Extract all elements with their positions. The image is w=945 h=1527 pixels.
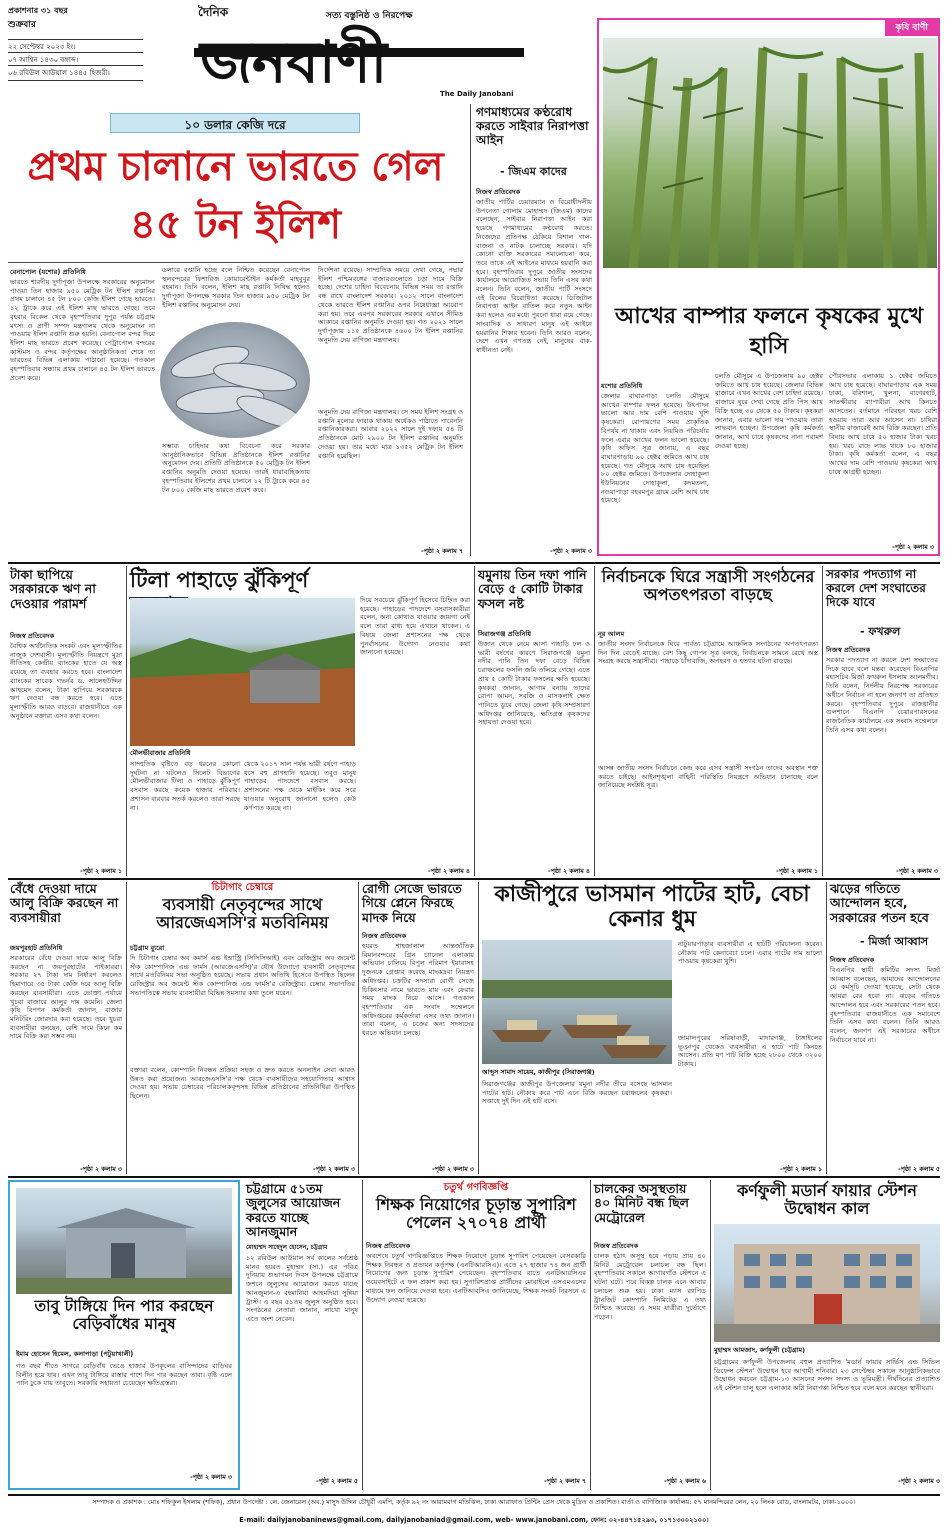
cyber-body: জাতীয় পার্টির চেয়ারম্যান ও বিরোধীদলীয় উপনেতা গোলাম মোহাম্মদ (জিএম) কাদের বলেছেন, সাইবার নিরাপত্তা আইন করা হয়েছে গণমাধ্যমের কণ্ঠরোধ করতে। নিজেদের প্রতিপক্ষ ঠেকিয়ে বিশাল গাল-বাজনা ও নাটক চালাচ্ছে সরকার। যদি কোনো ব্যক্তি সরকারের সমালোচনা করে, তবে তাকে এই আইনের মাধ্যমে হয়রানি করা হবে। বৃহস্পতিবার দুপুরে জাতীয় সংসদের কার্যালয়ে আয়োজিত সভায় তিনি এসব কথা বলেন। তিনি বলেন, জাতীয় পার্টি সংসদে এই বিলের বিরোধিতা করেছে। ডিজিটাল নিরাপত্তা আইন বাতিল করে নতুন আইন করা হলেও এর মধ্যে পুরনো ধারা রয়ে গেছে। সাংবাদিক ও সাধারণ মানুষ এই আইনে হয়রানির শিকার হবেন। তিনি আরও বলেন, দেশে এখন গণতন্ত্র নেই, মানুষের বাক-স্বাধীনতা নেই। (476, 198, 592, 354)
tent-continuation: -পৃষ্ঠা ২ কলাম ৩ (189, 1474, 232, 1481)
tagline: সত্য বস্তুনিষ্ঠ ও নিরপেক্ষ (326, 11, 413, 21)
krishi-bani-box (597, 18, 940, 556)
rjsc-continuation: -পৃষ্ঠা ২ কলাম ৩ (312, 1166, 355, 1173)
sugarcane-illustration (603, 38, 937, 268)
julus-byline: মোহাম্মদ সাহেদুল হোসেন, চট্টগ্রাম (246, 1244, 328, 1251)
teacher-kicker: চতুর্থ গণবিজ্ঞপ্তি (443, 1182, 509, 1193)
credit-continuation: -পৃষ্ঠা ২ কলাম ১ (80, 868, 122, 875)
day: শুক্রবার (8, 20, 36, 30)
lead-col-3: নির্দেশনা রয়েছে। সাম্প্রতিক সময়ে দেখা গেছে, পদ্মার ইলিশ পশ্চিমবঙ্গের বাজারগুলোতে চড়া দামে বিক্রি হচ্ছে। দেশের চাহিদা বিবেচনায় বিভিন্ন সময় তা রপ্তানি বন্ধ রাখে বাংলাদেশ সরকার। ২০১২ সালে বাংলাদেশ থেকে ভারতে ইলিশ রপ্তানির ওপর নিষেধাজ্ঞা আরোপ করা হয়। তবে এরপর সরকারের সরকার এখানে সীমিত আকারে রপ্তানির অনুমতি দেওয়া হয়। গত ২০২১ সালে দুর্গাপূজায় ১১৫ প্রতিষ্ঠানকে ৪৬০০ টন ইলিশ রপ্তানির অনুমতি দেয় বাণিজ্য মন্ত্রণালয়। (318, 266, 463, 344)
election-body-1: জাতীয় সংসদ নির্বাচনকে ঘিরে পার্বত্য চট্টগ্রামে আঞ্চলিক সংগঠনের অপতৎপরতা দিন দিন বেড়েই যাচ্ছে। বেশ কিছু গোপন সূত্র বলছে, নির্বাচনকে সামনে রেখে অস্ত্র সংগ্রহ করছে সন্ত্রাসীরা। পাহাড়ে চাঁদাবাজি, অপহরণ ও হত্যার ঘটনা বাড়ছে। (598, 640, 818, 666)
potato-byline: জয়পুরহাট প্রতিনিধি (10, 944, 63, 952)
julus-body: ১২ রবিউল আউয়াল সর্ব কালের সর্বশ্রেষ্ঠ মানব হযরত মুহাম্মদ (সা.) এর পবিত্র দুনিয়ায় শুভাগমন দিবস উপলক্ষে চট্টগ্রামে জশনে জুলুসের আয়োজন করতে যাচ্ছে আনজুমান-এ রহমানিয়া আহমদিয়া সুন্নিয়া ট্রাস্ট। এ বছর ৫১তম জুলুস অনুষ্ঠিত হবে। সংগঠনের নেতারা জানান, লাখো মানুষ এতে অংশ নেবেন। (246, 1254, 358, 1323)
rjsc-body-2: বক্তারা বলেন, কোম্পানি নিবন্ধন প্রক্রিয়া সহজ ও দ্রুত করতে অনলাইন সেবা আরও উন্নত করা প্রয়োজন। আরজেএসসি'র পক্ষ থেকে ব্যবসায়ীদের সহযোগিতার আশ্বাস দেওয়া হয়। সভায় চেম্বারের পরিচালকবৃন্দসহ বিভিন্ন প্রতিষ্ঠানের প্রতিনিধিরা উপস্থিত ছিলেন। (130, 1066, 355, 1101)
rjsc-kicker: চিটাগাং চেম্বারে (211, 882, 274, 893)
fakhrul-continuation: -পৃষ্ঠা ২ কলাম ৩ (895, 868, 938, 875)
abbas-quote: - মির্জা আব্বাস (860, 935, 929, 948)
potato-body: সরকারের বেঁধে দেওয়া দামে আলু বিক্রি করছেন না জয়পুরহাটের পাইকাররা। সরকার ২৭ টাকা দাম নির্ধারণ করলেও হিমাগারে ৩৫ টাকা কেজি দরে আলু বিক্রি করছেন ব্যবসায়ীরা। এতে ভোক্তা পর্যায়ে খুচরা বাজারে আলুর দাম কমেনি। জেলা কৃষি বিপণন কর্মকর্তা জানান, বাজার মনিটরিং জোরদার করা হয়েছে। তবে খুচরা ব্যবসায়ীরা বলছেন, বেশি দামে কিনে কম দামে বিক্রি করা সম্ভব নয়। (10, 954, 122, 1041)
sugarcane-photo (603, 38, 937, 268)
julus-headline: চট্টগ্রামে ৫১তম জুলুসের আয়োজন করতে যাচ্ছে আনজুমান (246, 1181, 341, 1240)
jute-caption: আব্দুস সামাদ সায়েম, কাজীপুর (সিরাজগঞ্জ) (482, 1068, 595, 1076)
krishi-col-1: জেলার বাঘারপাড়া চলতি মৌসুমে আখের বাম্পার ফলন হয়েছে। উৎপাদন ভালো আর দাম বেশি পাওয়ায় খুশি কৃষকেরা। রোপায়ণের সময় প্রাকৃতিক বিপর্যয় না থাকায় এবং নিয়মিত পরিচর্যার ফলে এবার আখের ফলন ভালো হয়েছে। কৃষি অফিস সূত্র জানায়, এ বছর বাঘারপাড়ায় ৯০ হেক্টর জমিতে আখ চাষ হয়েছে। গত মৌসুমে আখ চাষ হয়েছিল ৮০ হেক্টর জমিতে। উপজেলার দোহাকুলা ইউনিয়নের দোহাকুলা, কদমতলা, নওয়াপাড়া বহরমপুর গ্রামে বেশি আখ চাষ হয়েছে। (601, 392, 709, 505)
lead-continuation: -পৃষ্ঠা ২ কলাম ৭ (420, 548, 463, 555)
rjsc-byline: চট্টগ্রাম ব্যুরো (130, 944, 165, 952)
rjsc-headline: ব্যবসায়ী নেতৃবৃন্দের সাথে আরজেএসসি'র মতবিনিময় (156, 895, 329, 933)
julus-continuation: -পৃষ্ঠা ২ কলাম ৫ (316, 1478, 358, 1485)
tila-photo (130, 598, 355, 746)
tin-shed-illustration (16, 1188, 232, 1294)
logo (194, 22, 524, 86)
tila-body-2: থেকে ২০১৭ সাল পর্যন্ত ভারী বর্ষণে পাহাড় ধসে বহু প্রাণহানি হয়েছে। তবুও মানুষ পাহাড়ের পাদদেশে বসবাস করছে। প্রশাসনের পক্ষ থেকে মাইকিং করে সরে যাওয়ার অনুরোধ জানানো হলেও কেউ কর্ণপাত করছে না। (244, 760, 356, 812)
masthead (8, 4, 594, 104)
fire-headline: কর্ণফুলী মডার্ন ফায়ার স্টেশন উদ্বোধন কাল (737, 1181, 917, 1219)
tila-body-3: দিয়ে সবচেয়ে ঝুঁকিপূর্ণ হিসেবে চিহ্নিত করা হয়েছে। পাহাড়ের পাদদেশে বসবাসকারীরা বলেন, অন্য কোথাও যাওয়ার জায়গা নেই বলে তারা বাধ্য হয়ে এখানে থাকেন। এ বিষয়ে জেলা প্রশাসনের পক্ষ থেকে পুনর্বাসনের উদ্যোগ নেওয়ার কথা জানানো হয়েছে। (360, 596, 470, 657)
fakhrul-quote: - ফখরুল (860, 625, 901, 638)
election-byline: নূর আলম (598, 630, 625, 638)
credit-body: বৈশ্বিক অর্থনৈতিক সংকট এবং মূল্যস্ফীতির নাজুক দেশবাসী। মূল্যস্ফীতি নিয়ন্ত্রণে মুদ্রা নীতিসহ কেন্দ্রীয় ব্যাংকের হাতে যে অস্ত্র রয়েছে তা ব্যবহার করতে হবে। বাংলাদেশ ব্যাংকের সাবেক গভর্নর ড. সালেহউদ্দিন আহমেদ বলেন, টাকা ছাপিয়ে সরকারকে ঋণ দেওয়া বন্ধ করতে হবে। এতে মূল্যস্ফীতি আরও বাড়বে। রাজধানীতে এক অনুষ্ঠানে বক্তারা এসব কথা বলেন। (10, 642, 122, 720)
date-line-1: ২২ সেপ্টেম্বর ২০২৩ ইং। (8, 39, 143, 53)
teacher-byline: নিজস্ব প্রতিবেদক (366, 1242, 411, 1250)
dainik-label: দৈনিক (198, 5, 229, 19)
logo-text: জনবাণী (200, 28, 388, 86)
lead-col-1: ভারতে শারদীয় দুর্গাপূজা উপলক্ষে সরকারের অনুমোদন পাওয়া তিন হাজার ৯৫০ মেট্রিক টন ইলিশ রপ্তানির প্রথম চালানে ৪৫ টন ৮০০ কেজি ইলিশ গেছে ভারতে। ১২ ট্রাকে করে এই ইলিশ মাছ ভারতে গেছে। তবে বৃহবার বিকেল থেকে বৃহস্পতিবার দুপুর পর্যন্ত চট্টগ্রাম মৎস্য ও প্রাণী সম্পদ মন্ত্রণালয় থেকে অনুমোদন না পাওয়ায় ইলিশ রপ্তানি শুরু হয়নি। বেনাপোল বন্দর দিয়ে ইলিশ মাছ ভারতে প্রবেশ করেছে। পেট্রাপোল বন্দরের কাস্টমস ও বন্দর কর্তৃপক্ষের আনুষ্ঠানিকতা শেষে তা ভারতের বিভিন্ন এলাকায় পাঠানো হয়েছে। গতকাল বৃহস্পতিবার সন্ধ্যায় প্রথম চালানে ৪৫ টন ইলিশ ভারতে প্রবেশ করে। (10, 278, 155, 382)
cyber-headline: গণমাধ্যমের কণ্ঠরোধ করতে সাইবার নিরাপত্তা আইন (476, 105, 589, 147)
cyber-byline: নিজস্ব প্রতিবেদক (476, 188, 521, 196)
election-headline: নির্বাচনকে ঘিরে সন্ত্রাসী সংগঠনের অপতৎপরতা বাড়ছে (601, 567, 815, 605)
abbas-body: বিএনপির স্থায়ী কমিটির সদস্য মির্জা আব্বাস বলেছেন, আমাদের আন্দোলনের যে কর্মসূচি দেওয়া হয়েছে, সেটা থেকে আমরা বের হবো না। ঝড়ের গতিতে আন্দোলন হবে এবং সরকারের পতন হবে। বৃহস্পতিবার রাজধানীতে এক সমাবেশে তিনি এসব কথা বলেন। তিনি আরও বলেন, জনগণ এই সরকারের অধীনে নির্বাচনে যাবে না। (830, 966, 940, 1044)
teacher-headline: শিক্ষক নিয়োগের চূড়ান্ত সুপারিশ পেলেন ২৭০৭৪ প্রার্থী (376, 1195, 576, 1233)
krishi-section-label: কৃষি বাণী (885, 20, 938, 36)
potato-headline: বেঁধে দেওয়া দামে আলু বিক্রি করছেন না ব্যবসায়ীরা (10, 881, 119, 925)
fire-continuation: -পৃষ্ঠা ২ কলাম ৩ (897, 1478, 940, 1485)
teacher-body: অবশেষে চতুর্থ গণবিজ্ঞপ্তিতে শিক্ষক নিয়োগে চূড়ান্ত সুপারিশ পেয়েছেন বেসরকারি শিক্ষক নিবন্ধন ও প্রত্যয়ন কর্তৃপক্ষ (এনটিআরসিএ)। এতে ২৭ হাজার ৭৪ জন প্রার্থী নিয়োগের জন্য চূড়ান্ত সুপারিশ পেয়েছেন। বৃহস্পতিবার রাতে এনটিআরসিএর ওয়েবসাইটে এ ফল প্রকাশ করা হয়। সুপারিশপ্রাপ্ত প্রার্থীদের মোবাইলে এসএমএসের মাধ্যমে ফল জানিয়ে দেওয়া হবে। এনটিআরসিএ জানিয়েছে, শিক্ষক সংকট নিরসনে এ উদ্যোগ নেওয়া হয়েছে। (366, 1252, 586, 1304)
metro-byline: নিজস্ব প্রতিবেদক (594, 1242, 639, 1250)
jute-body-2: নাটুয়ারপাড়ার ব্যবসায়ীরা এ হাটটি পরিচালনা করেন। নৌকায় পাট কেনাবেচা চলে। এবার পাটের দাম ভালো পাওয়ায় কৃষকেরা খুশি। (678, 940, 822, 966)
building-illustration (714, 1224, 940, 1342)
metro-body: চালক হঠাৎ অসুস্থ হয়ে পড়ায় প্রায় ৪০ মিনিট মেট্রোরেল চলাচল বন্ধ ছিল। বৃহস্পতিবার সকালে আগারগাঁও স্টেশনে এ ঘটনা ঘটে। পরে বিকল্প চালক এনে আবার চলাচল শুরু হয়। ঢাকা ম্যাস র‌্যাপিড ট্রানজিট কোম্পানি লিমিটেড এ তথ্য নিশ্চিত করেছে। এ সময় যাত্রীরা দুর্ভোগে পড়েন। (594, 1252, 706, 1321)
lead-col-2b: সম্ভাব্য চাহিদার কথা বিবেচনা করে সরকার আনুষ্ঠানিকভাবে বিভিন্ন প্রতিষ্ঠানকে ইলিশ রপ্তানির অনুমোদন দেয়। প্রতিটি প্রতিষ্ঠানকে ৫০ মেট্রিক টন ইলিশ রপ্তানির অনুমতি দেওয়া হয়েছে। তারই ধারাবাহিকতায় বৃহস্পতিবার ইলিশের প্রথম চালানে ১২ টি ট্রাকে করে ৪৫ টন ৮০০ কেজি মাছ ভারতে প্রবেশ করে। (162, 442, 310, 494)
abbas-byline: নিজস্ব প্রতিবেদক (830, 956, 875, 964)
jamuna-continuation: -পৃষ্ঠা ২ কলাম ৪ (548, 868, 590, 875)
teacher-continuation: -পৃষ্ঠা ২ কলাম ৭ (543, 1478, 586, 1485)
fakhrul-headline: সরকার পদত্যাগ না করলে দেশ সংঘাতের দিকে যাবে (826, 567, 926, 609)
credit-byline: নিজস্ব প্রতিবেদক (10, 632, 55, 640)
hillside-house-illustration (130, 598, 355, 746)
tent-headline: তাবু টাঙ্গিয়ে দিন পার করছেন বেড়িবাঁধের মানুষ (34, 1297, 214, 1333)
river-boats-illustration (482, 940, 672, 1064)
tila-continuation: -পৃষ্ঠা ২ কলাম ৪ (428, 868, 470, 875)
tent-body: গত বছর শীতে সাগরে বেড়িবাঁধ ভেঙে হাজার উপকূলের বাসিন্দাদের বাড়িঘর বিলীন হয়ে যায়। এখন তাবু টাঙ্গিয়ে রাস্তার পাশে দিন পার করছেন তারা। বৃষ্টি এলে পানি ঢুকে যায় তাবুতে। সরকারি সহায়তা চেয়েছেন ক্ষতিগ্রস্তরা। (16, 1362, 232, 1388)
abbas-continuation: -পৃষ্ঠা ২ কলাম ৫ (898, 1166, 940, 1173)
cyber-quote: - জিএম কাদের (500, 165, 567, 178)
tila-caption: মৌলভীবাজার প্রতিনিধি (130, 749, 191, 757)
lead-col-3b: অনুমতি দেয় বাণিজ্য মন্ত্রণালয়। সে সময় ইলিশ সংগ্রহ ও রপ্তানি মূল্যের ফারাক থাকায় অর্ধেকও পাঠাতে পারেননি রপ্তানিকারকরা। আবার ২০২২ সালে দুই দফায় ৫৪ টি প্রতিষ্ঠানকে মোট ২৯০০ টন ইলিশ রপ্তানির অনুমতি দেওয়া হয়। তার মধ্যে মাত্র ১৩৫২ মেট্রিক টন ইলিশ রপ্তানি হয়েছিল। (318, 408, 463, 460)
fakhrul-body: সরকার পদত্যাগ না করলে দেশ সংঘাতের দিকে যাবে বলে মন্তব্য করেছেন বিএনপির মহাসচিব মির্জা ফখরুল ইসলাম আলমগীর। তিনি বলেন, নির্দলীয় নিরপেক্ষ সরকারের অধীনে নির্বাচন না হলে জনগণ তা প্রতিহত করবে। বৃহস্পতিবার দুপুরে রাজধানীর গুলশানে বিএনপি চেয়ারপারসনের রাজনৈতিক কার্যালয়ে এক সংবাদ সম্মেলনে তিনি এসব কথা বলেন। (826, 656, 938, 734)
abbas-headline: ঝড়ের গতিতে আন্দোলন হবে, সরকারের পতন হবে (830, 881, 929, 925)
rjsc-body-1: দি চিটাগাং চেম্বার অব কমার্স এন্ড ইন্ডাস্ট্রি (সিসিসিআই) এবং রেজিস্ট্রার অব জয়েন্ট স্টক কোম্পানিজ এন্ড ফার্মস (আরজেএসসি)'র যৌথ উদ্যোগে ব্যবসায়ী নেতৃবৃন্দের সাথে মতবিনিময় সভা অনুষ্ঠিত হয়েছে। সভায় প্রধান অতিথি হিসেবে উপস্থিত ছিলেন রেজিস্ট্রার অব জয়েন্ট স্টক কোম্পানিজ এন্ড ফার্মস'র রেজিস্ট্রার। চেম্বার সভাপতির সভাপতিত্বে সভায় ব্যবসায়ীরা বিভিন্ন সমস্যার কথা তুলে ধরেন। (130, 954, 355, 997)
hilsa-photo (160, 322, 310, 438)
patient-body: হযরত শাহজালাল আন্তর্জাতিক বিমানবন্দরের গ্রিন চ্যানেল এলাকায় অভিযান চালিয়ে বিপুল পরিমাণ ইয়াবাসহ দুজনকে গ্রেপ্তার করেছে মাদকদ্রব্য নিয়ন্ত্রণ অধিদপ্তর। চক্রটির সদস্যরা রোগী সেজে চিকিৎসার নামে ভারতে যায় এবং ফেরার সময় মাদক নিয়ে আসে। গতকাল বৃহস্পতিবার এক সংবাদ সম্মেলনে অধিদপ্তরের কর্মকর্তারা এসব তথ্য জানান। তারা বলেন, এ চক্রের অন্য সদস্যদের ধরতে অভিযান চলছে। (362, 942, 474, 1038)
krishi-col-2: চলতি মৌসুমে এ উপজেলায় ৯০ হেক্টর জমিতে আখ চাষ হয়েছে। জেলার বিভিন্ন বাজারে এখন আখের বেশ চাহিদা রয়েছে। বাজারে ঘুরে দেখা গেছে প্রতি পিস আখ বিক্রি হচ্ছে ৩০ থেকে ৫০ টাকায়। কৃষকরা জানান, এবার ভালো দাম পাওয়ায় তারা লাভবান হচ্ছেন। উপজেলা কৃষি কর্মকর্তা জানান, আখ চাষে কৃষকদের নানা পরামর্শ দেওয়া হচ্ছে। (715, 372, 823, 450)
krishi-headline: আখের বাম্পার ফলনে কৃষকের মুখে হাসি (614, 304, 924, 359)
hilsa-fish-illustration (160, 322, 310, 438)
tent-photo (16, 1188, 232, 1294)
date-line-3: ০৬ রবিউল আউয়াল ১৪৪৫ হিজরী। (8, 65, 143, 81)
english-name: The Daily Janobani (440, 90, 514, 98)
potato-continuation: -পৃষ্ঠা ২ কলাম ৩ (79, 1166, 122, 1173)
jute-body-3: জামালপুরের সরিষাবাড়ী, মাদারগঞ্জ, টাঙ্গাইলের ভূঞাপুর থেকেও ব্যবসায়ীরা এ হাটে পাট কিনতে আসেন। প্রতি মণ পাট বিক্রি হচ্ছে ২৮০০ থেকে ৩২০০ টাকায়। (678, 1034, 822, 1069)
jamuna-body: উজান থেকে নেমে আসা পাহাড়ি ঢল ও ভারী বর্ষণের কারণে সিরাজগঞ্জে যমুনা নদীর পানি তিন দফা বেড়ে বিভিন্ন চরাঞ্চলের ফসলি জমি তলিয়ে গেছে। এতে প্রায় ৫ কোটি টাকার ফসলের ক্ষতি হয়েছে। কৃষকরা জানান, আগাম বন্যায় তাদের রোপা আমন, সবজি ও মাসকলাই ক্ষেত পানিতে ডুবে গেছে। জেলা কৃষি সম্প্রসারণ অধিদপ্তর জানিয়েছে, ক্ষতিগ্রস্ত কৃষকদের সহায়তা দেওয়া হবে। (478, 640, 590, 727)
fire-caption: মুহাম্মদ আমজাদ, কর্ণফুলী (চট্টগ্রাম) (714, 1346, 805, 1354)
footer-contact: E-mail: dailyjanobaninews@gmail.com, dailyjanobaniad@gmail.com, web- www.janobani.com, ফোন: ০২-৪৪৭১৫২৯৩, ০১৭১৩০০২১০০। (239, 1516, 709, 1524)
metro-continuation: -পৃষ্ঠা ২ কলাম ৬ (663, 1478, 706, 1485)
lead-col-2: ডলারে রপ্তানি হচ্ছে বলে নিশ্চিত করেছেন বেনাপোল স্থলবন্দরের ফিশারিজ কোয়ারেন্টাইন কর্মকর্তা মাহবুবুর রহমান। তিনি বলেন, ইলিশ মাছ রপ্তানি নিষিদ্ধ হলেও দুর্গাপূজা উপলক্ষে সরকার তিন হাজার ৯৫০ মেট্রিক টন ইলিশ রপ্তানির অনুমোদন দেয়। (162, 266, 310, 309)
lead-byline: বেনাপোল (যশোর) প্রতিনিধি (10, 268, 86, 276)
krishi-byline: যশোর প্রতিনিধি (601, 382, 643, 390)
patient-continuation: -পৃষ্ঠা ২ কলাম ৩ (431, 1166, 474, 1173)
fire-station-photo (714, 1224, 940, 1342)
lead-headline: প্রথম চালানে ভারতে গেল ৪৫ টন ইলিশ (27, 144, 444, 248)
fakhrul-byline: নিজস্ব প্রতিবেদক (826, 646, 871, 654)
cyber-continuation: -পৃষ্ঠা ২ কলাম ৩ (549, 548, 592, 555)
krishi-continuation: -পৃষ্ঠা ২ কলাম ৩ (891, 544, 934, 551)
metro-headline: চালকের অসুস্থতায় ৪০ মিনিট বন্ধ ছিল মেট্রোরেল (594, 1181, 689, 1225)
election-continuation: -পৃষ্ঠা ২ কলাম ১ (776, 868, 818, 875)
date-line-2: ০৭ আশ্বিন ১৪৩০ বঙ্গাব্দ। (8, 52, 143, 66)
jute-continuation: -পৃষ্ঠা ২ কলাম ১ (780, 1166, 822, 1173)
lead-kicker-text: ১০ ডলার কেজি দরে (184, 118, 286, 132)
tent-box (8, 1180, 240, 1490)
lead-kicker (110, 113, 360, 133)
jute-body-1: সিরাজগঞ্জের কাজীপুর উপজেলার যমুনা নদীর তীরে বসেছে ভাসমান পাটের হাট। নৌকায় করে পাট এনে বিক্রি করছেন চরাঞ্চলের কৃষকরা। সপ্তাহে দুই দিন এই হাট বসে। (482, 1080, 672, 1106)
tila-body-1: সাম্প্রতিক বৃষ্টিতে বড় ধরনের কোনো দুর্ঘটনা না ঘটলেও সিলেট বিভাগের মৌলভীবাজার টিলা ও পাহাড়ে ঝুঁকিপূর্ণ বসবাস করছে কয়েক হাজার পরিবার। প্রশাসন বারবার সতর্ক করলেও তারা সরছে না। (130, 760, 240, 812)
jute-headline: কাজীপুরে ভাসমান পাটের হাট, বেচা কেনার ধুম (494, 882, 810, 933)
krishi-col-3: পৌরসভার এলাকায় ১ হেক্টর জমিতে আখ চাষ হয়েছে। বাঘারপাড়ার এক সময় ঢাকা, বরিশাল, খুলনা, বাগেরহাট, সাতক্ষীরার ব্যাপারীরা আখ কিনতে আসতেন। বর্তমানে পরিবহন খরচ বেশি হওয়ায় তারা আর আসেন না। চাষিরা স্থানীয় বাজারেই আখ বিক্রি করছেন। প্রতি বিঘায় আখ চাষে ৫০ হাজার টাকা খরচ হয়। খরচ বাদে লাভ থাকে ৮০ হাজার টাকা। কৃষি কর্মকর্তা বলেন, এ বছর আখের দাম বেশি পাওয়ায় কৃষকেরা আখ চাষে আগ্রহী হচ্ছেন। (829, 372, 937, 476)
tila-headline: টিলা পাহাড়ে ঝুঁকিপূর্ণ (130, 568, 309, 592)
patient-headline: রোগী সেজে ভারতে গিয়ে প্লেনে ফিরছে মাদক নিয়ে (362, 881, 462, 925)
jamuna-byline: সিরাজগঞ্জ প্রতিনিধি (478, 630, 532, 638)
logo-mark (194, 22, 524, 86)
credit-headline: টাকা ছাপিয়ে সরকারকে ঋণ না দেওয়ার পরামর্শ (10, 567, 96, 611)
jute-photo (482, 940, 672, 1064)
fire-body: চট্টগ্রামের কর্ণফুলী উপজেলার বহুল প্রত্যাশিত 'মডার্ন ফায়ার সার্ভিস এন্ড সিভিল ডিফেন্স স্টেশন' উদ্বোধন হবে আগামী শনিবার। ২৩ সেপ্টেম্বর সকালে আনুষ্ঠানিকভাবে উদ্বোধন করবেন চট্টগ্রাম-১৩ আসনের সংসদ সদস্য ও ভূমিমন্ত্রী। দীর্ঘদিনের প্রত্যাশিত এই স্টেশন চালু হলে এলাকার অগ্নি নিরাপত্তা নিশ্চিত হবে বলে মনে করছেন স্থানীয়রা। (714, 1358, 940, 1393)
jamuna-headline: যমুনায় তিন দফা পানি বেড়ে ৫ কোটি টাকার ফসল নষ্ট (478, 567, 587, 611)
footer-imprint: সম্পাদক ও প্রকাশক : মোঃ শফিকুল ইসলাম (শফিক), প্রধান উপদেষ্টা : লে. জেনারেল (অব.) মাসুদ উদ্দিন চৌধুরী এমপি, কর্তৃক ৯২ নং আরামবাগ মতিঝিল, ঢাকা আরাফাত প্রিন্টিং প্রেস থেকে মুদ্রিত ও প্রকাশিত। বার্তা ও বাণিজ্যিক কার্যালয়: ৫৭ মানমন্দিরের লেন, ২০ লিংক রোড, বাংলামটর, ঢাকা-১০০০। (92, 1498, 856, 1506)
tent-byline: ইমাম হোসেন হিমেল, কলাপাড়া (পটুয়াখালী) (16, 1350, 134, 1358)
election-body-2: আসন্ন জাতীয় সংসদ নির্বাচনে কেন্দ্র করে এসব সন্ত্রাসী সংগঠন তাদের অবস্থান শক্ত করতে চাইছে। আইনশৃঙ্খলা বাহিনী পরিস্থিতি নিয়ন্ত্রণে অভিযান চালাচ্ছে বলে জানিয়েছে সংশ্লিষ্ট সূত্র। (598, 764, 818, 790)
issue-year: প্রকাশনার ৩১ বছর (8, 6, 68, 15)
patient-byline: নিজস্ব প্রতিবেদক (362, 932, 407, 940)
